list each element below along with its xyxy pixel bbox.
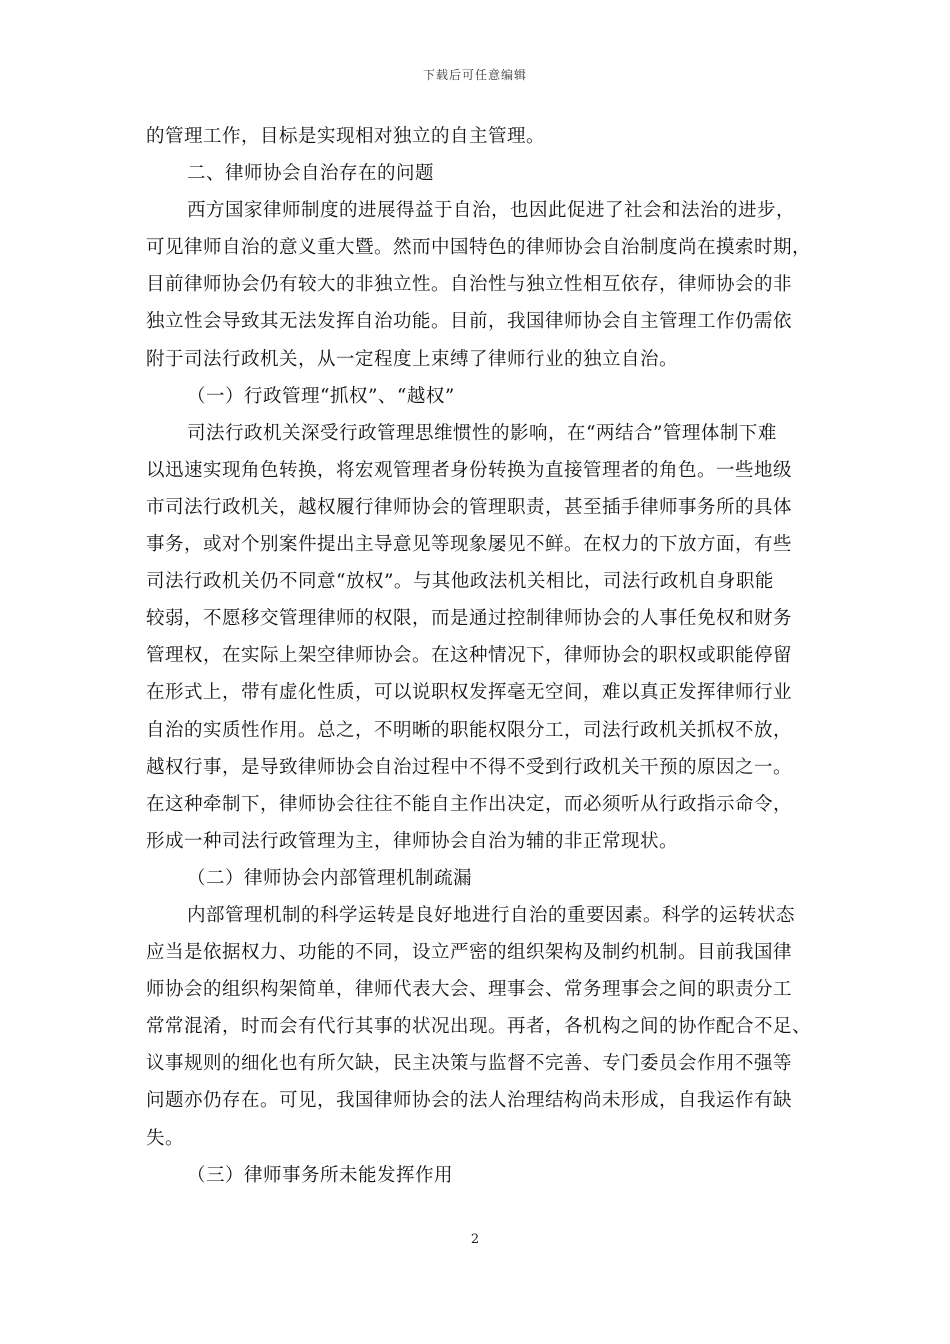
text-line: 失。 bbox=[146, 1127, 185, 1149]
text-line: 目前律师协会仍有较大的非独立性。自治性与独立性相互依存，律师协会的非 bbox=[146, 274, 793, 296]
text-line: 司法行政机关仍不同意“放权”。与其他政法机关相比，司法行政机自身职能 bbox=[146, 571, 774, 593]
text-line: 事务，或对个别案件提出主导意见等现象屡见不鲜。在权力的下放方面，有些 bbox=[146, 534, 793, 556]
subsection-heading: （三）律师事务所未能发挥作用 bbox=[187, 1164, 454, 1186]
text-line: 常常混淆，时而会有代行其事的状况出现。再者，各机构之间的协作配合不足、 bbox=[146, 1016, 812, 1038]
text-line: 管理权，在实际上架空律师协会。在这种情况下，律师协会的职权或职能停留 bbox=[146, 645, 793, 667]
text-line: 在形式上，带有虚化性质，可以说职权发挥毫无空间，难以真正发挥律师行业 bbox=[146, 682, 793, 704]
text-line: 议事规则的细化也有所欠缺，民主决策与监督不完善、专门委员会作用不强等 bbox=[146, 1053, 793, 1075]
text-line: 的管理工作，目标是实现相对独立的自主管理。 bbox=[146, 126, 546, 147]
subsection-heading: （二）律师协会内部管理机制疏漏 bbox=[187, 867, 473, 889]
text-line: 较弱，不愿移交管理律师的权限，而是通过控制律师协会的人事任免权和财务 bbox=[146, 608, 793, 630]
text-line: 师协会的组织构架简单，律师代表大会、理事会、常务理事会之间的职责分工 bbox=[146, 979, 793, 1001]
text-line: 形成一种司法行政管理为主，律师协会自治为辅的非正常现状。 bbox=[146, 830, 679, 852]
text-line: 自治的实质性作用。总之，不明晰的职能权限分工，司法行政机关抓权不放， bbox=[146, 719, 793, 741]
text-line: 问题亦仍存在。可见，我国律师协会的法人治理结构尚未形成，自我运作有缺 bbox=[146, 1090, 793, 1112]
document-body bbox=[146, 118, 812, 1194]
text-line: 应当是依据权力、功能的不同，设立严密的组织架构及制约机制。目前我国律 bbox=[146, 942, 793, 964]
text-line: 市司法行政机关，越权履行律师协会的管理职责，甚至插手律师事务所的具体 bbox=[146, 496, 793, 518]
text-line: 在这种牵制下，律师协会往往不能自主作出决定，而必须听从行政指示命令， bbox=[146, 793, 793, 815]
text-line: 附于司法行政机关，从一定程度上束缚了律师行业的独立自治。 bbox=[146, 348, 679, 370]
text-line: 司法行政机关深受行政管理思维惯性的影响，在“两结合”管理体制下难 bbox=[187, 422, 777, 444]
text-line: 独立性会导致其无法发挥自治功能。目前，我国律师协会自主管理工作仍需依 bbox=[146, 311, 793, 333]
subsection-heading: （一）行政管理“抓权”、“越权” bbox=[187, 385, 455, 407]
page-header: 下载后可任意编辑 bbox=[422, 68, 527, 82]
text-line: 可见律师自治的意义重大暨。然而中国特色的律师协会自治制度尚在摸索时期， bbox=[146, 237, 812, 259]
text-line: 越权行事，是导致律师协会自治过程中不得不受到行政机关干预的原因之一。 bbox=[146, 756, 793, 778]
text-line: 西方国家律师制度的进展得益于自治，也因此促进了社会和法治的进步， bbox=[187, 200, 796, 222]
text-line: 内部管理机制的科学运转是良好地进行自治的重要因素。科学的运转状态 bbox=[187, 904, 796, 926]
page-number: 2 bbox=[470, 1232, 480, 1247]
text-line: 以迅速实现角色转换，将宏观管理者身份转换为直接管理者的角色。一些地级 bbox=[146, 459, 793, 481]
section-heading: 二、律师协会自治存在的问题 bbox=[187, 163, 435, 185]
